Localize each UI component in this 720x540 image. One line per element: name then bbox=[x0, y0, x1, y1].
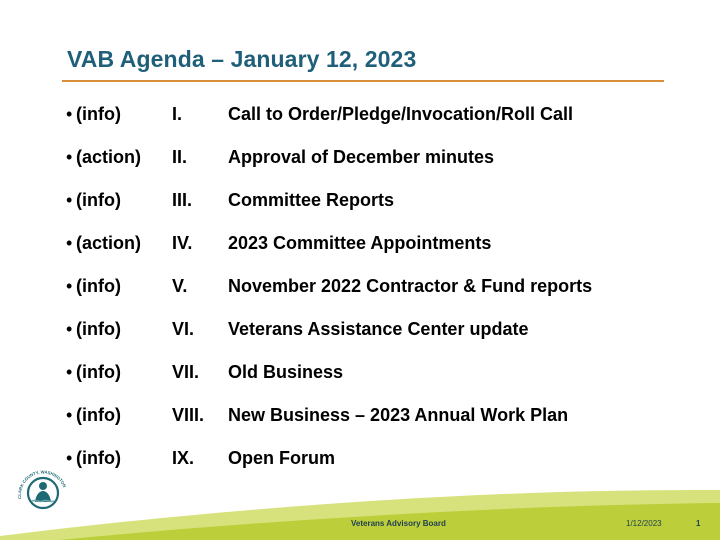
agenda-numeral: VII. bbox=[172, 362, 200, 382]
agenda-item bbox=[66, 403, 706, 446]
footer-page-number: 1 bbox=[696, 519, 701, 528]
agenda-topic: Approval of December minutes bbox=[228, 147, 495, 167]
bullet: • bbox=[66, 147, 73, 167]
agenda-item bbox=[66, 360, 706, 403]
bullet: • bbox=[66, 405, 73, 425]
agenda-tag: (info) bbox=[76, 276, 121, 296]
agenda-numeral: III. bbox=[172, 190, 193, 210]
agenda-tag: (action) bbox=[76, 147, 141, 167]
footer-board-name: Veterans Advisory Board bbox=[351, 519, 446, 528]
bullet: • bbox=[66, 362, 73, 382]
agenda-tag: (info) bbox=[76, 405, 121, 425]
agenda-topic: Old Business bbox=[228, 362, 344, 382]
agenda-topic: Committee Reports bbox=[228, 190, 395, 210]
agenda-topic: Open Forum bbox=[228, 448, 335, 468]
agenda-numeral: IX. bbox=[172, 448, 195, 468]
agenda-topic: November 2022 Contractor & Fund reports bbox=[228, 276, 593, 296]
slide-title: VAB Agenda – January 12, 2023 bbox=[67, 46, 417, 72]
agenda-list bbox=[66, 102, 706, 489]
agenda-item bbox=[66, 274, 706, 317]
agenda-numeral: VI. bbox=[172, 319, 195, 339]
agenda-item bbox=[66, 188, 706, 231]
agenda-tag: (info) bbox=[76, 319, 121, 339]
clark-county-seal-icon bbox=[14, 462, 72, 520]
title-underline bbox=[62, 80, 664, 82]
agenda-numeral: I. bbox=[172, 104, 183, 124]
agenda-topic: 2023 Committee Appointments bbox=[228, 233, 492, 253]
agenda-topic: Veterans Assistance Center update bbox=[228, 319, 529, 339]
agenda-topic: New Business – 2023 Annual Work Plan bbox=[228, 405, 569, 425]
seal-figure-head bbox=[39, 482, 47, 490]
bullet: • bbox=[66, 190, 73, 210]
seal-text-path: CLARK COUNTY, WASHINGTON bbox=[16, 469, 68, 500]
agenda-numeral: II. bbox=[172, 147, 188, 167]
footer-wave bbox=[0, 478, 720, 540]
agenda-item bbox=[66, 231, 706, 274]
agenda-tag: (info) bbox=[76, 190, 121, 210]
agenda-numeral: VIII. bbox=[172, 405, 205, 425]
bullet: • bbox=[66, 233, 73, 253]
agenda-topic: Call to Order/Pledge/Invocation/Roll Call bbox=[228, 104, 574, 124]
agenda-tag: (info) bbox=[76, 362, 121, 382]
agenda-tag: (info) bbox=[76, 104, 121, 124]
bullet: • bbox=[66, 276, 73, 296]
agenda-item bbox=[66, 317, 706, 360]
agenda-item bbox=[66, 102, 706, 145]
agenda-tag: (info) bbox=[76, 448, 121, 468]
agenda-numeral: V. bbox=[172, 276, 188, 296]
bullet: • bbox=[66, 319, 73, 339]
footer-date: 1/12/2023 bbox=[626, 519, 662, 528]
bullet: • bbox=[66, 448, 73, 468]
agenda-numeral: IV. bbox=[172, 233, 193, 253]
agenda-item bbox=[66, 145, 706, 188]
agenda-tag: (action) bbox=[76, 233, 141, 253]
bullet: • bbox=[66, 104, 73, 124]
